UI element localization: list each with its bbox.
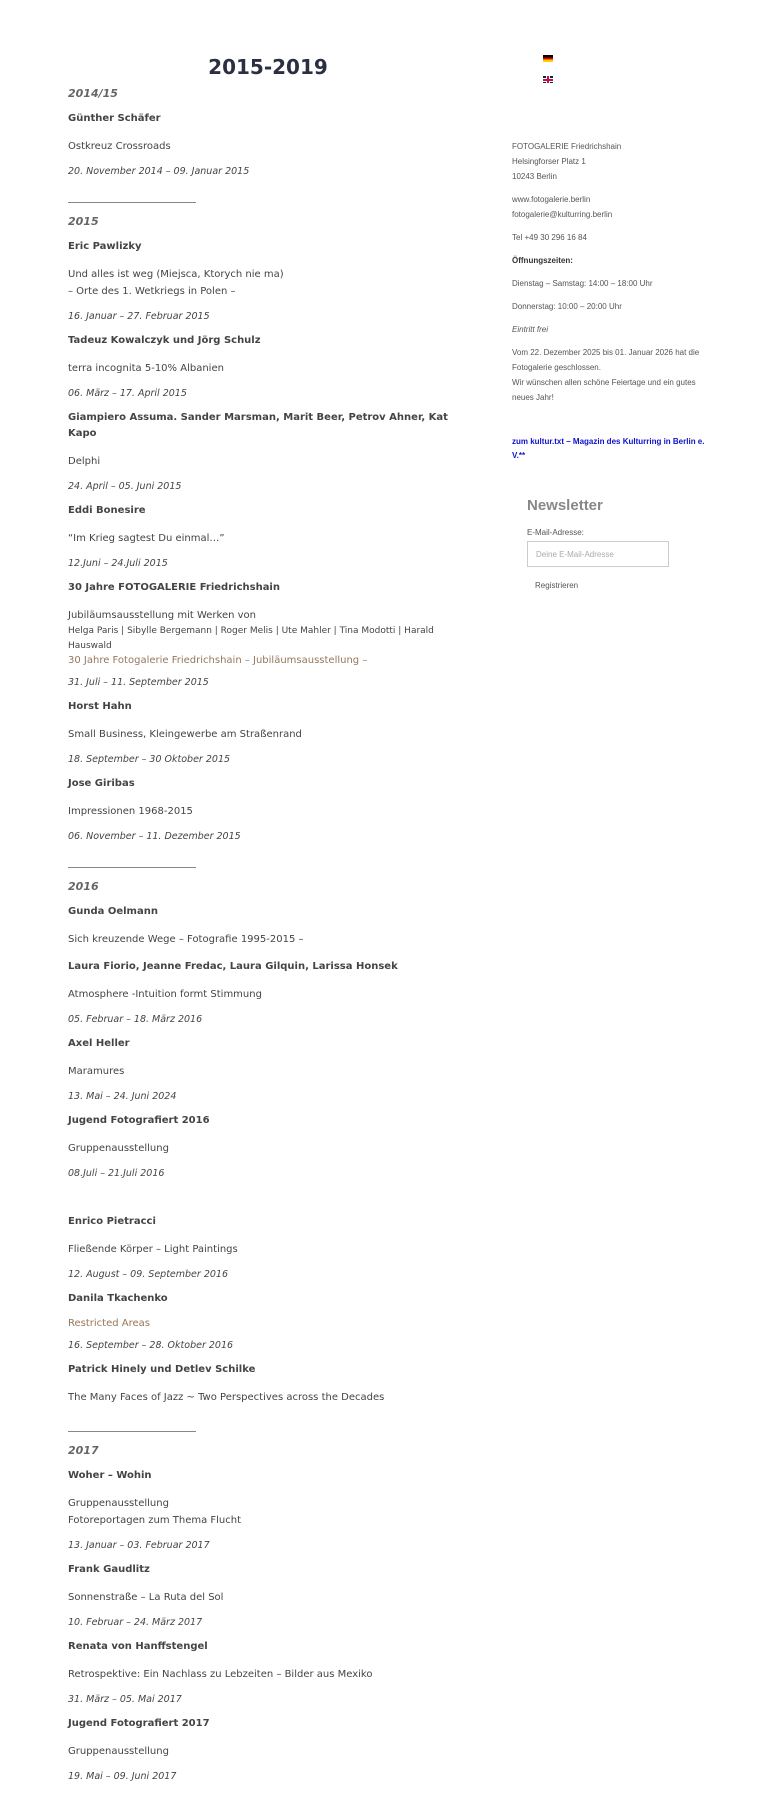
year-heading: 2015 xyxy=(68,215,99,228)
email-link[interactable]: fotogalerie@kulturring.berlin xyxy=(512,210,613,219)
holiday-line: Wir wünschen allen schöne Feiertage und ein gutes neues Jahr! xyxy=(512,378,696,402)
exhibition-date: 20. November 2014 – 09. Januar 2015 xyxy=(68,166,250,177)
exhibition-date: 12. August – 09. September 2016 xyxy=(68,1268,228,1280)
exhibition-date: 18. September – 30 Oktober 2015 xyxy=(68,753,231,765)
opening-hours-thursday: Donnerstag: 10:00 – 20:00 Uhr xyxy=(512,302,622,311)
exhibition-artist: Eddi Bonesire xyxy=(68,505,146,516)
opening-hours-weekdays: Dienstag – Samstag: 14:00 – 18:00 Uhr xyxy=(512,279,653,288)
sidebar xyxy=(512,55,717,593)
exhibition-artist: Renata von Hanffstengel xyxy=(68,1640,208,1652)
spacer xyxy=(68,1190,468,1214)
exhibition-date: 06. März – 17. April 2015 xyxy=(68,388,187,399)
exhibition-title xyxy=(68,1666,468,1683)
german-flag-icon[interactable] xyxy=(543,55,553,62)
section-divider xyxy=(68,188,196,203)
exhibition-title-line: terra incognita 5-10% Albanien xyxy=(68,363,224,374)
exhibition-title-line: Maramures xyxy=(68,1065,125,1077)
year-heading: 2016 xyxy=(68,879,99,893)
exhibition-artist: Danila Tkachenko xyxy=(68,1292,168,1304)
exhibition-title-line: Sich kreuzende Wege – Fotografie 1995-2015 – xyxy=(68,933,304,945)
gallery-address xyxy=(512,139,717,184)
exhibition-title-line: Small Business, Kleingewerbe am Straßenrand xyxy=(68,728,302,740)
exhibition-title xyxy=(68,1589,468,1606)
exhibition-title-line: Fotoreportagen zum Thema Flucht xyxy=(68,1514,242,1526)
exhibition-date: 05. Februar – 18. März 2016 xyxy=(68,1013,203,1025)
exhibition-artist: Giampiero Assuma. Sander Marsman, Marit Beer, Petrov Ahner, Kat Kapo xyxy=(68,412,448,439)
exhibition-title-line: Jubiläumsausstellung mit Werken von xyxy=(68,610,256,621)
exhibition-title xyxy=(68,1389,468,1406)
exhibition-date: 12.Juni – 24.Juli 2015 xyxy=(68,558,168,569)
exhibition-title xyxy=(68,607,468,624)
admission-text: Eintritt frei xyxy=(512,325,549,334)
exhibition-artist: Patrick Hinely und Detlev Schilke xyxy=(68,1363,256,1375)
website-link[interactable]: www.fotogalerie.berlin xyxy=(512,195,591,204)
gallery-contact xyxy=(512,192,717,222)
exhibition-artist: Günther Schäfer xyxy=(68,113,161,124)
holiday-line: Vom 22. Dezember 2025 bis 01. Januar 2026 hat die Fotogalerie geschlossen. xyxy=(512,348,700,372)
address-line: Helsingforser Platz 1 xyxy=(512,157,586,166)
exhibition-title xyxy=(68,266,468,300)
newsletter-title: Newsletter xyxy=(527,497,603,514)
newsletter-widget xyxy=(527,497,717,593)
exhibition-artist: Jugend Fotografiert 2017 xyxy=(68,1717,210,1729)
exhibition-date: 10. Februar – 24. März 2017 xyxy=(68,1616,203,1628)
exhibition-title xyxy=(68,1241,468,1258)
exhibition-title-line: Delphi xyxy=(68,456,101,467)
exhibition-artist: Axel Heller xyxy=(68,1037,130,1049)
page-title: 2015-2019 xyxy=(208,55,328,79)
exhibition-artist: Jose Giribas xyxy=(68,777,135,789)
year-heading: 2017 xyxy=(68,1443,99,1457)
address-line: FOTOGALERIE Friedrichshain xyxy=(512,142,622,151)
language-switcher xyxy=(543,55,717,83)
register-button[interactable]: Registrieren xyxy=(535,581,579,590)
exhibition-title xyxy=(68,986,468,1003)
exhibition-title-line: Gruppenausstellung xyxy=(68,1497,169,1509)
exhibition-title-line: Ostkreuz Crossroads xyxy=(68,141,171,152)
exhibition-title-line: Gruppenausstellung xyxy=(68,1745,169,1757)
exhibition-date: 08.Juli – 21.Juli 2016 xyxy=(68,1167,165,1179)
opening-hours-label: Öffnungszeiten: xyxy=(512,256,573,265)
exhibition-artist: Jugend Fotografiert 2016 xyxy=(68,1114,210,1126)
exhibition-title-line: Und alles ist weg (Miejsca, Ktorych nie ma) xyxy=(68,269,284,280)
year-heading: 2014/15 xyxy=(68,87,118,100)
exhibition-date: 19. Mai – 09. Juni 2017 xyxy=(68,1770,177,1782)
exhibition-artist: Eric Pawlizky xyxy=(68,241,142,252)
section-divider xyxy=(68,1417,196,1432)
exhibition-title xyxy=(68,360,468,377)
exhibition-date: 13. Januar – 03. Februar 2017 xyxy=(68,1539,210,1551)
section-divider xyxy=(68,853,196,868)
exhibition-title xyxy=(68,931,468,948)
exhibition-title xyxy=(68,1495,468,1529)
admission-note xyxy=(512,322,717,337)
exhibition-title xyxy=(68,1063,468,1080)
exhibition-title-line: “Im Krieg sagtest Du einmal…” xyxy=(68,533,225,544)
exhibition-date: 31. Juli – 11. September 2015 xyxy=(68,676,209,688)
exhibition-artist: Gunda Oelmann xyxy=(68,905,158,917)
kultur-magazine-link[interactable]: zum kultur.txt – Magazin des Kulturring in Berlin e. V.** xyxy=(512,437,705,460)
exhibition-title xyxy=(68,138,468,155)
exhibition-title xyxy=(68,803,468,820)
uk-flag-icon[interactable] xyxy=(543,76,553,83)
main-content xyxy=(68,55,468,1793)
exhibition-date: 16. September – 28. Oktober 2016 xyxy=(68,1339,234,1351)
exhibition-title-line: Atmosphere -Intuition formt Stimmung xyxy=(68,988,262,1000)
phone-number: Tel +49 30 296 16 84 xyxy=(512,233,587,242)
exhibition-artist: Frank Gaudlitz xyxy=(68,1563,150,1575)
exhibition-date: 06. November – 11. Dezember 2015 xyxy=(68,830,241,842)
exhibition-title-line: Impressionen 1968-2015 xyxy=(68,805,193,817)
exhibition-title-line: Sonnenstraße – La Ruta del Sol xyxy=(68,1591,224,1603)
exhibition-title-line: Fließende Körper – Light Paintings xyxy=(68,1243,238,1255)
exhibition-title xyxy=(68,453,468,470)
exhibition-date: 24. April – 05. Juni 2015 xyxy=(68,481,182,492)
exhibition-link[interactable]: Restricted Areas xyxy=(68,1317,150,1329)
exhibition-title-line: Gruppenausstellung xyxy=(68,1142,169,1154)
exhibition-artist: 30 Jahre FOTOGALERIE Friedrichshain xyxy=(68,582,280,593)
exhibition-artist: Tadeuz Kowalczyk und Jörg Schulz xyxy=(68,335,261,346)
exhibition-title-line: – Orte des 1. Wetkriegs in Polen – xyxy=(68,286,236,297)
exhibition-date: 31. März – 05. Mai 2017 xyxy=(68,1693,182,1705)
exhibition-title xyxy=(68,1140,468,1157)
exhibition-title xyxy=(68,726,468,743)
exhibition-artist: Laura Fiorio, Jeanne Fredac, Laura Gilquin, Larissa Honsek xyxy=(68,960,398,972)
exhibition-date: 13. Mai – 24. Juni 2024 xyxy=(68,1090,177,1102)
exhibition-title xyxy=(68,1743,468,1760)
email-input[interactable] xyxy=(527,541,669,567)
address-line: 10243 Berlin xyxy=(512,172,557,181)
email-label: E-Mail-Adresse: xyxy=(527,528,584,537)
exhibition-artist: Horst Hahn xyxy=(68,700,132,712)
exhibition-date: 16. Januar – 27. Februar 2015 xyxy=(68,311,210,322)
exhibition-title xyxy=(68,530,468,547)
exhibition-link[interactable]: 30 Jahre Fotogalerie Friedrichshain – Jubiläumsausstellung – xyxy=(68,654,368,666)
opening-hours-title xyxy=(512,253,717,268)
exhibition-title-line: The Many Faces of Jazz ~ Two Perspectives across the Decades xyxy=(68,1391,385,1403)
exhibition-list xyxy=(68,87,468,1782)
exhibition-title-line: Retrospektive: Ein Nachlass zu Lebzeiten – Bilder aus Mexiko xyxy=(68,1668,373,1680)
artist-list: Helga Paris | Sibylle Bergemann | Roger Melis | Ute Mahler | Tina Modotti | Harald Hauswald xyxy=(68,626,434,652)
exhibition-artist: Woher – Wohin xyxy=(68,1469,152,1481)
exhibition-artist: Enrico Pietracci xyxy=(68,1215,156,1227)
holiday-notice xyxy=(512,345,717,405)
